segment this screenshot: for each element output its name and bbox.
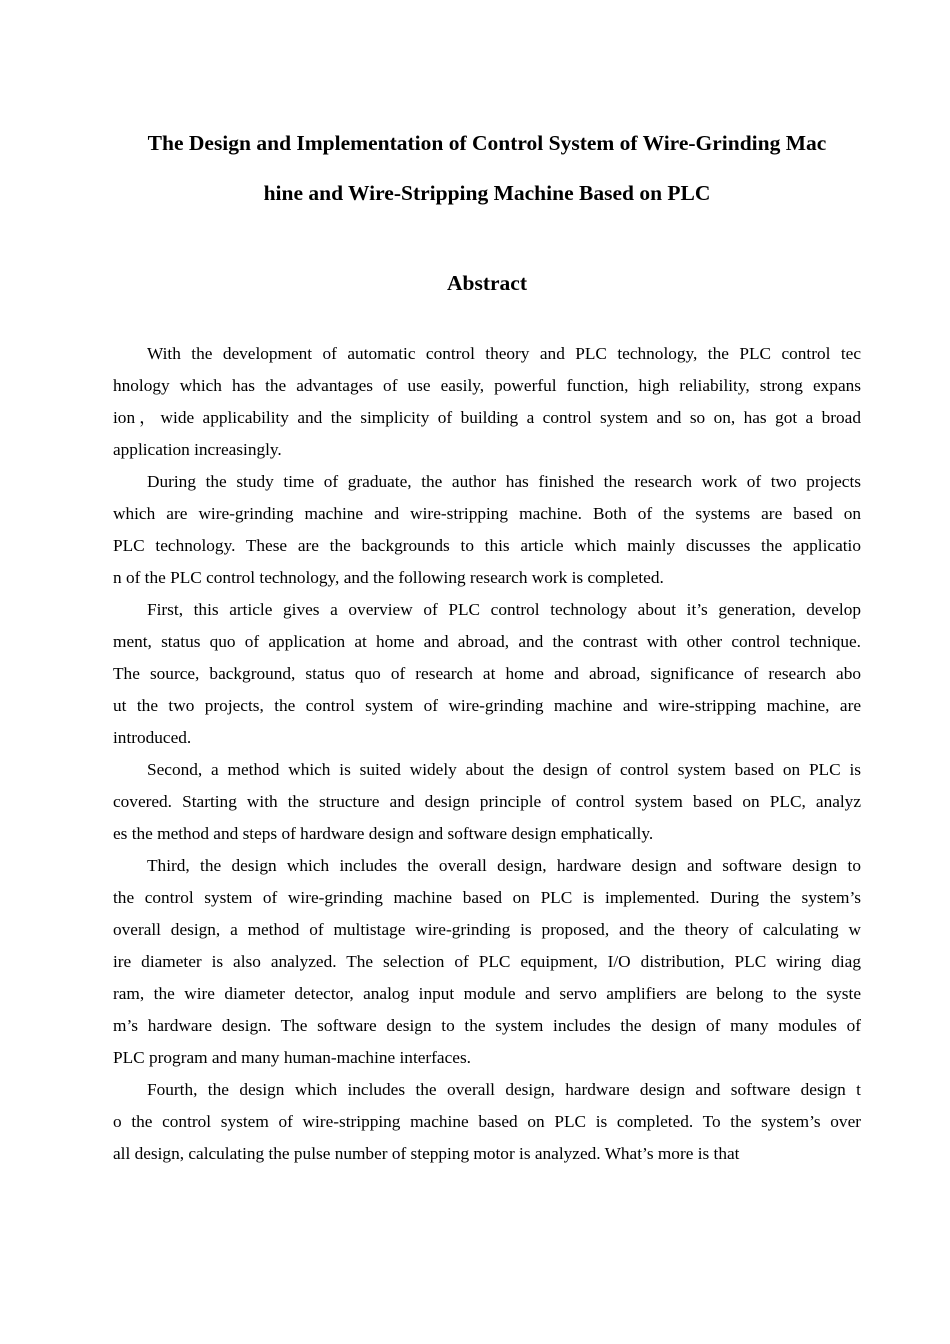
abstract-body [113, 338, 861, 1170]
paragraph-line: covered. Starting with the structure and design principle of control system based on PLC, analyz [113, 792, 861, 811]
abstract-heading: Abstract [446, 271, 527, 295]
paragraph-line: Third, the design which includes the overall design, hardware design and software design to [147, 856, 861, 875]
abstract-paragraph [113, 1074, 861, 1170]
paragraph-line: o the control system of wire-stripping machine based on PLC is completed. To the system’s over [113, 1112, 861, 1131]
paper-title-line: The Design and Implementation of Control System of Wire-Grinding Mac [147, 131, 827, 155]
paragraph-line: PLC technology. These are the backgrounds to this article which mainly discusses the applicatio [113, 536, 861, 555]
paragraph-line: First, this article gives a overview of PLC control technology about it’s generation, develop [147, 600, 861, 619]
paragraph-line: which are wire-grinding machine and wire-stripping machine. Both of the systems are based on [113, 504, 861, 523]
paragraph-line: all design, calculating the pulse number of stepping motor is analyzed. What’s more is that [113, 1144, 740, 1163]
paragraph-line: m’s hardware design. The software design to the system includes the design of many modules of [113, 1016, 861, 1035]
paragraph-line: The source, background, status quo of research at home and abroad, significance of research abo [113, 664, 861, 683]
paragraph-line: ment, status quo of application at home and abroad, and the contrast with other control technique. [113, 632, 861, 651]
paragraph-line: ram, the wire diameter detector, analog input module and servo amplifiers are belong to the syste [113, 984, 861, 1003]
paragraph-line: introduced. [113, 728, 192, 747]
paragraph-line: During the study time of graduate, the author has finished the research work of two projects [147, 472, 861, 491]
paragraph-line: the control system of wire-grinding machine based on PLC is implemented. During the system’s [113, 888, 861, 907]
abstract-paragraph [113, 754, 861, 850]
paragraph-line: n of the PLC control technology, and the following research work is completed. [113, 568, 664, 587]
paragraph-line: es the method and steps of hardware design and software design emphatically. [113, 824, 654, 843]
paragraph-line: hnology which has the advantages of use easily, powerful function, high reliability, strong expans [113, 376, 861, 395]
paragraph-line: With the development of automatic control theory and PLC technology, the PLC control tec [147, 344, 861, 363]
abstract-paragraph [113, 850, 861, 1074]
paragraph-line: ion，wide applicability and the simplicity of building a control system and so on, has got a broad [113, 408, 861, 427]
abstract-paragraph [113, 338, 861, 466]
paragraph-line: application increasingly. [113, 440, 282, 459]
abstract-paragraph [113, 466, 861, 594]
paragraph-line: PLC program and many human-machine interfaces. [113, 1048, 471, 1067]
paragraph-line: Fourth, the design which includes the overall design, hardware design and software design t [147, 1080, 861, 1099]
paper-title-line: hine and Wire-Stripping Machine Based on PLC [263, 181, 711, 205]
paragraph-line: ut the two projects, the control system of wire-grinding machine and wire-stripping machine, are [113, 696, 861, 715]
paragraph-line: ire diameter is also analyzed. The selection of PLC equipment, I/O distribution, PLC wiring diag [113, 952, 861, 971]
paragraph-line: overall design, a method of multistage wire-grinding is proposed, and the theory of calculating w [113, 920, 861, 939]
paragraph-line: Second, a method which is suited widely about the design of control system based on PLC is [147, 760, 861, 779]
paper-title [104, 118, 870, 218]
abstract-paragraph [113, 594, 861, 754]
